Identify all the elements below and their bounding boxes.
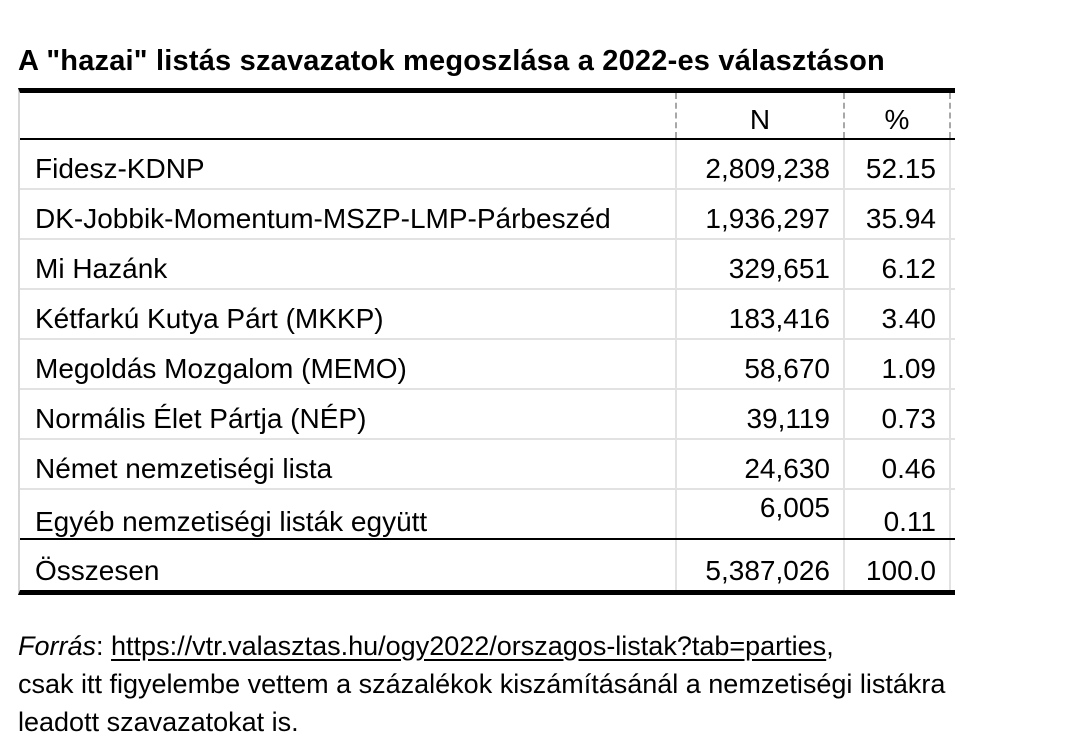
party-name: Egyéb nemzetiségi listák együtt — [35, 505, 428, 537]
results-table — [18, 88, 955, 595]
percent-value: 0.46 — [881, 452, 936, 484]
percent-value: 100.0 — [865, 554, 936, 586]
party-name: Mi Hazánk — [35, 252, 168, 284]
votes-value: 329,651 — [728, 252, 830, 284]
table-row — [20, 340, 955, 390]
votes-value: 58,670 — [744, 352, 830, 384]
percent-value: 3.40 — [881, 302, 936, 334]
votes-value: 183,416 — [728, 302, 830, 334]
table-row — [20, 240, 955, 290]
source-note — [18, 627, 945, 741]
header-cell-n: N — [675, 93, 843, 138]
votes-value: 6,005 — [759, 491, 830, 523]
party-name: DK-Jobbik-Momentum-MSZP-LMP-Párbeszéd — [35, 202, 611, 234]
table-row — [20, 440, 955, 490]
source-label: Forrás — [18, 631, 97, 661]
percent-value: 52.15 — [865, 152, 936, 184]
party-name: Fidesz-KDNP — [35, 152, 205, 184]
votes-value: 39,119 — [746, 402, 830, 434]
table-header-row — [20, 93, 955, 140]
table-row — [20, 540, 955, 590]
party-name: Kétfarkú Kutya Párt (MKKP) — [35, 302, 384, 334]
votes-value: 5,387,026 — [705, 554, 830, 586]
header-cell-party — [20, 93, 675, 138]
table-row — [20, 290, 955, 340]
source-separator: : — [96, 631, 112, 661]
source-after-link: , — [826, 631, 834, 661]
header-cell-percent: % — [843, 93, 951, 138]
votes-value: 2,809,238 — [705, 152, 830, 184]
percent-value: 1.09 — [881, 352, 936, 384]
table-row — [20, 190, 955, 240]
source-link[interactable]: https://vtr.valasztas.hu/ogy2022/orszagos-listak?tab=parties — [111, 631, 827, 661]
percent-value: 35.94 — [865, 202, 936, 234]
party-name: Normális Élet Pártja (NÉP) — [35, 402, 367, 434]
votes-value: 1,936,297 — [705, 202, 830, 234]
percent-value: 6.12 — [881, 252, 936, 284]
percent-value: 0.73 — [881, 402, 936, 434]
note-line-2: csak itt figyelembe vettem a százalékok kiszámításánál a nemzetiségi listákra — [18, 669, 946, 699]
party-name: Német nemzetiségi lista — [35, 452, 333, 484]
table-row — [20, 140, 955, 190]
votes-value: 24,630 — [744, 452, 830, 484]
percent-value: 0.11 — [883, 505, 936, 537]
note-line-3: leadott szavazatokat is. — [18, 707, 299, 737]
table-row — [20, 490, 955, 540]
page-title: A "hazai" listás szavazatok megoszlása a 2022-es választáson — [18, 45, 885, 78]
party-name: Összesen — [35, 554, 160, 586]
table-row — [20, 390, 955, 440]
table-body — [20, 140, 955, 590]
party-name: Megoldás Mozgalom (MEMO) — [35, 352, 407, 384]
